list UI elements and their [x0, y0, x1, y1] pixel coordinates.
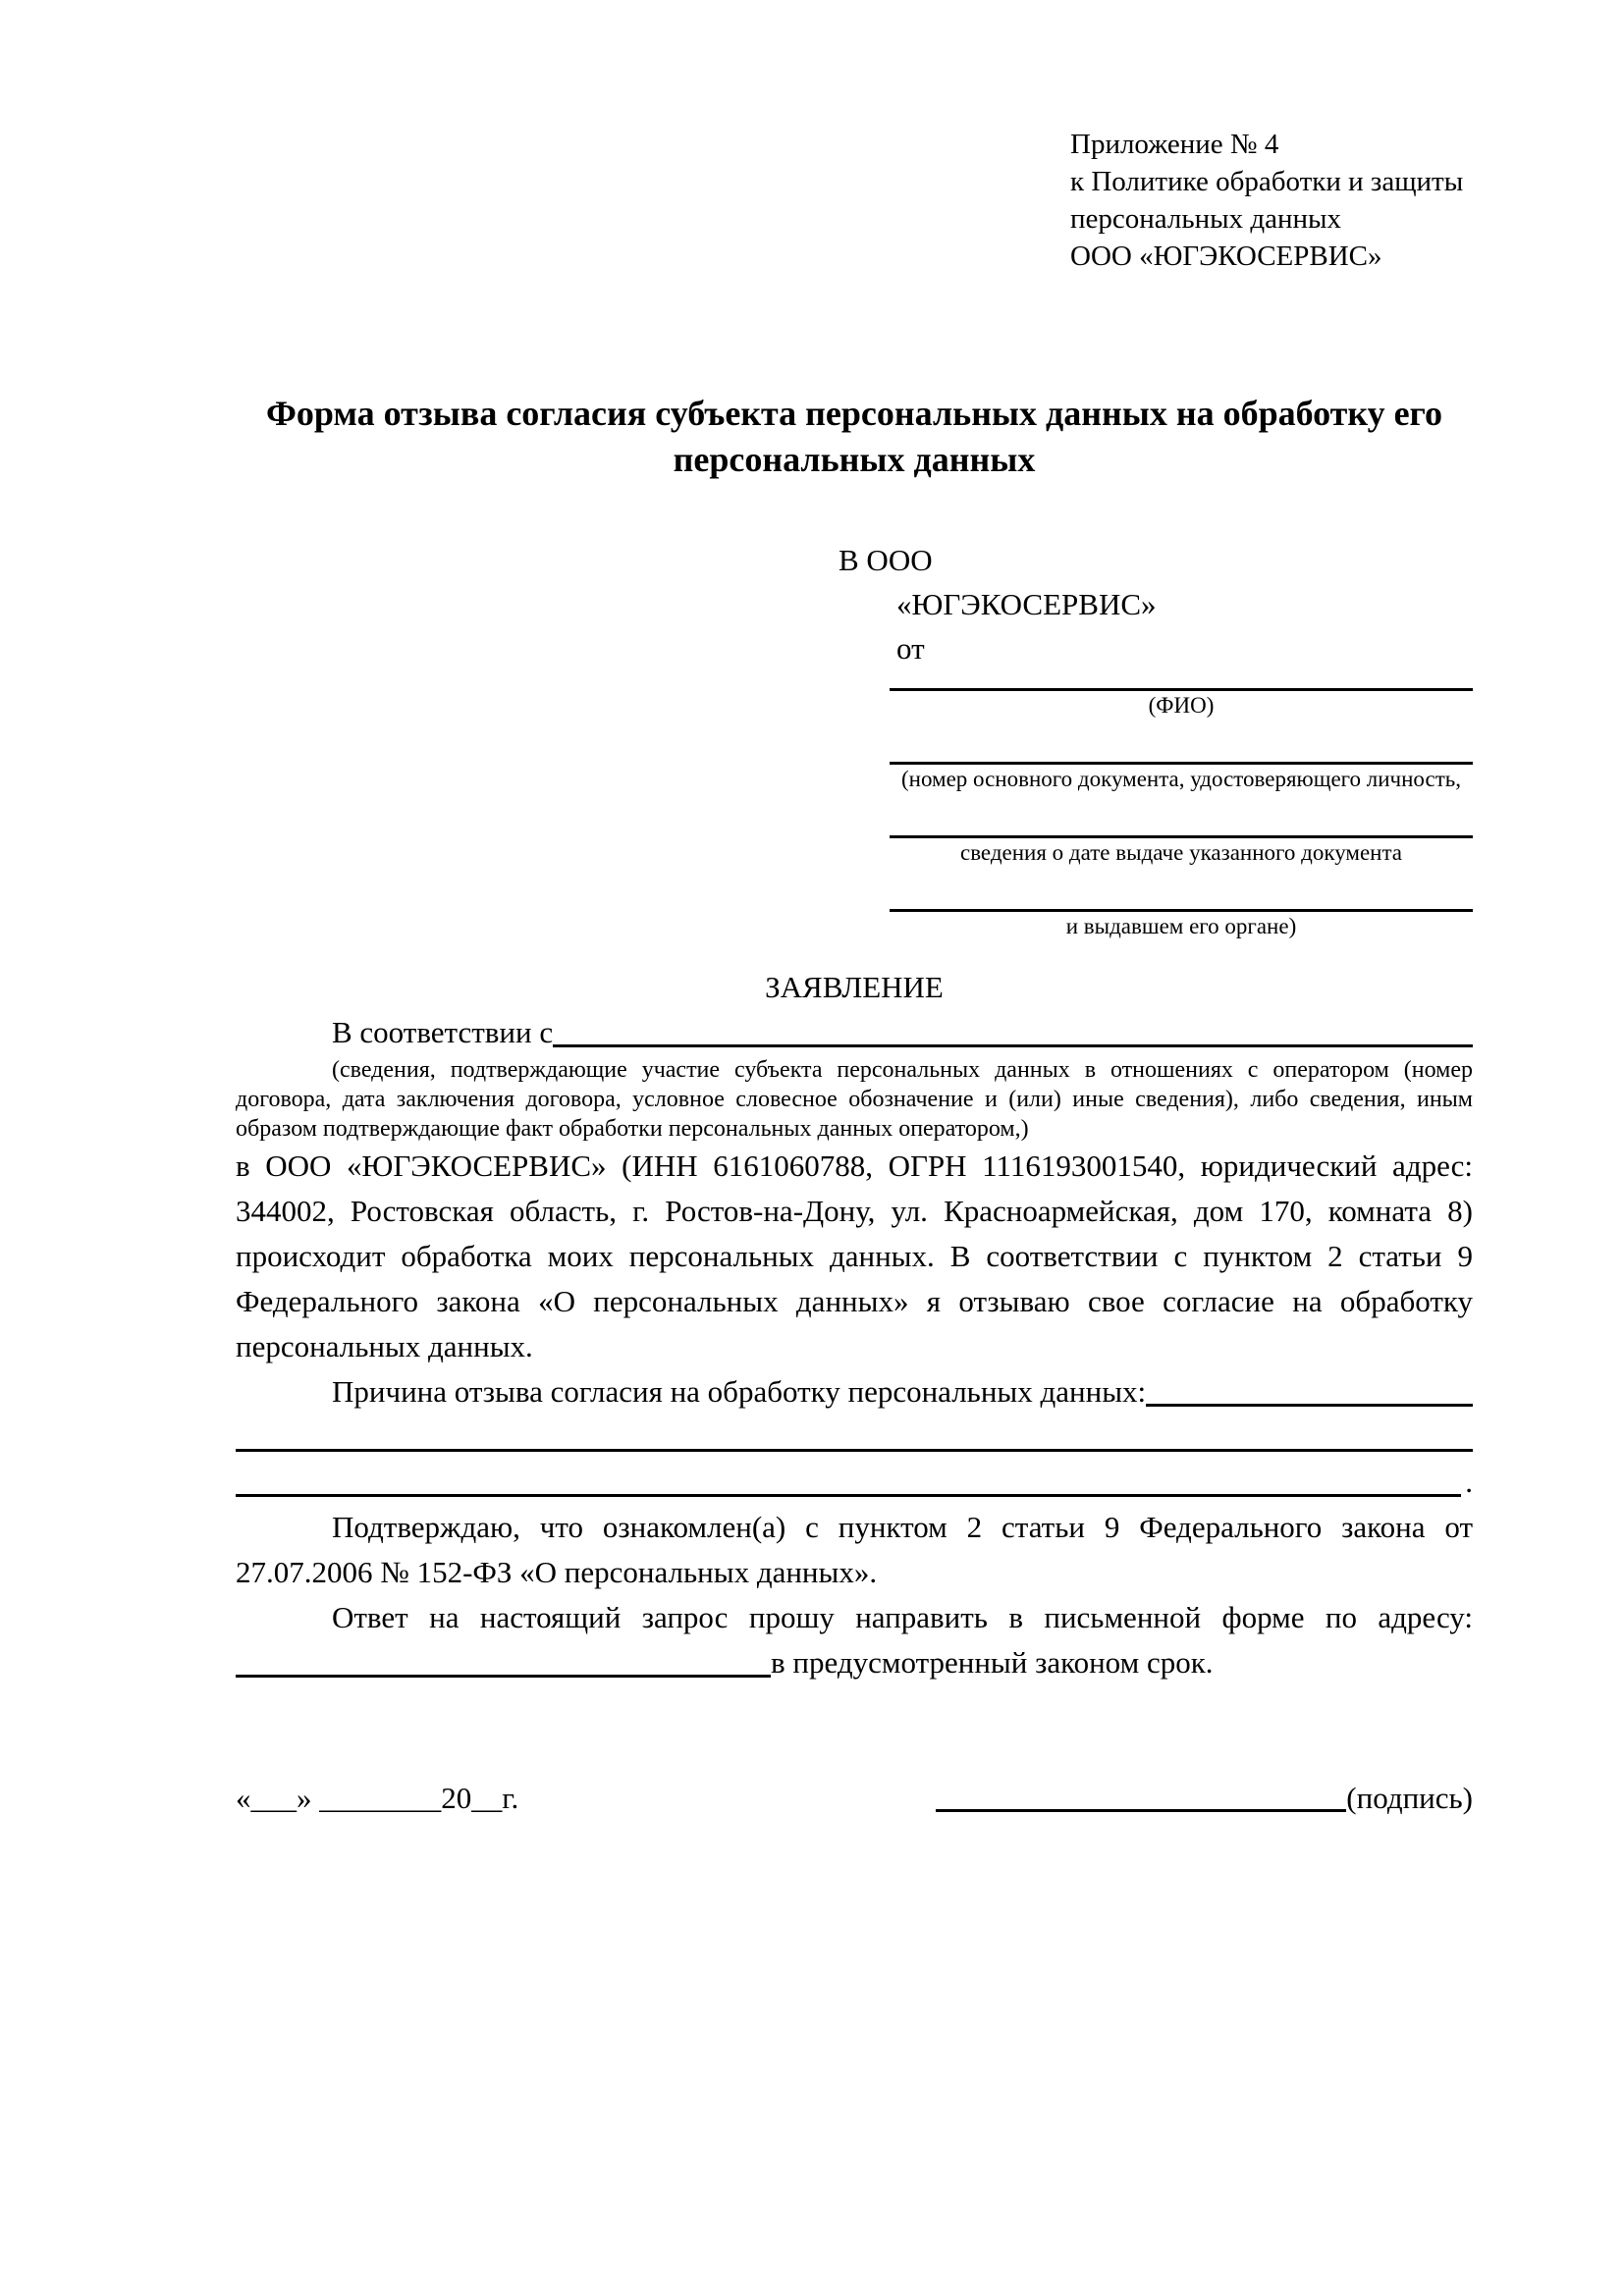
issuing-authority-field [890, 891, 1473, 941]
reason-prefix: Причина отзыва согласия на обработку персональных данных: [332, 1374, 1147, 1409]
issue-date-field [890, 818, 1473, 868]
date-blank: «___» ________20__г. [236, 1781, 519, 1815]
signature-block [936, 1776, 1473, 1821]
addressee-from-label: от [896, 631, 925, 666]
document-number-blank-line [890, 744, 1473, 765]
appendix-note-line-3: персональных данных [1070, 203, 1342, 235]
address-blank-line [236, 1640, 771, 1678]
statement-heading: ЗАЯВЛЕНИЕ [765, 970, 944, 1004]
basis-row [236, 1010, 1473, 1055]
fio-field [890, 670, 1473, 721]
confirmation-paragraph: Подтверждаю, что ознакомлен(а) с пунктом 2 статьи 9 Федерального закона от 27.07.2006 № 152-ФЗ «О персональных данных». [236, 1510, 1473, 1589]
addressee-block [839, 538, 1473, 941]
reason-terminator: . [1465, 1465, 1473, 1499]
reason-blank-line-1 [1146, 1369, 1473, 1407]
basis-footnote: (сведения, подтверждающие участие субъекта персональных данных в отношениях с оператором (номер договора, дата заключения договора, условное словесное обозначение и (или) иные сведения), либо сведения, иным образом подтверждающие факт обработки персональных данных оператором,) [236, 1057, 1473, 1142]
reply-address-row [236, 1640, 1473, 1685]
reason-blank-line-2 [236, 1415, 1473, 1452]
fio-blank-line [890, 670, 1473, 691]
reply-suffix: в предусмотренный законом срок. [771, 1645, 1214, 1680]
reason-blank-row-2 [236, 1415, 1473, 1460]
signature-blank-line [936, 1780, 1346, 1812]
signature-caption: (подпись) [1346, 1781, 1473, 1815]
fio-caption: (ФИО) [1148, 693, 1215, 718]
reason-blank-line-3 [236, 1460, 1461, 1497]
appendix-note-line-4: ООО «ЮГЭКОСЕРВИС» [1070, 240, 1382, 272]
statement-body: в ООО «ЮГЭКОСЕРВИС» (ИНН 6161060788, ОГРН 1116193001540, юридический адрес: 344002, Ростовская область, г. Ростов-на-Дону, ул. Красноармейская, дом 170, комната 8) происходит обработка моих персональных данных. В соответствии с пунктом 2 статьи 9 Федерального закона «О персональных данных» я отзываю свое согласие на обработку персональных данных. [236, 1148, 1473, 1363]
reason-blank-row-3 [236, 1460, 1473, 1505]
addressee-org-prefix: В ООО [839, 543, 933, 577]
date-signature-row [236, 1776, 1473, 1821]
issuing-authority-blank-line [890, 891, 1473, 912]
issue-date-blank-line [890, 818, 1473, 838]
form-title: Форма отзыва согласия субъекта персональных данных на обработку его персональных данных [265, 394, 1443, 479]
issuing-authority-caption: и выдавшем его органе) [1065, 914, 1297, 938]
reason-row [236, 1369, 1473, 1415]
appendix-note-line-2: к Политике обработки и защиты [1070, 166, 1464, 197]
issue-date-caption: сведения о дате выдаче указанного документа [959, 840, 1403, 865]
basis-blank-line [553, 1010, 1473, 1047]
document-number-caption: (номер основного документа, удостоверяющего личность, [900, 767, 1461, 791]
addressee-org-name: «ЮГЭКОСЕРВИС» [896, 587, 1157, 621]
document-number-field [890, 744, 1473, 794]
reply-paragraph: Ответ на настоящий запрос прошу направить в письменной форме по адресу: [332, 1600, 1473, 1634]
appendix-note [1070, 126, 1473, 275]
appendix-note-line-1: Приложение № 4 [1070, 129, 1279, 160]
basis-prefix: В соответствии с [332, 1015, 554, 1049]
